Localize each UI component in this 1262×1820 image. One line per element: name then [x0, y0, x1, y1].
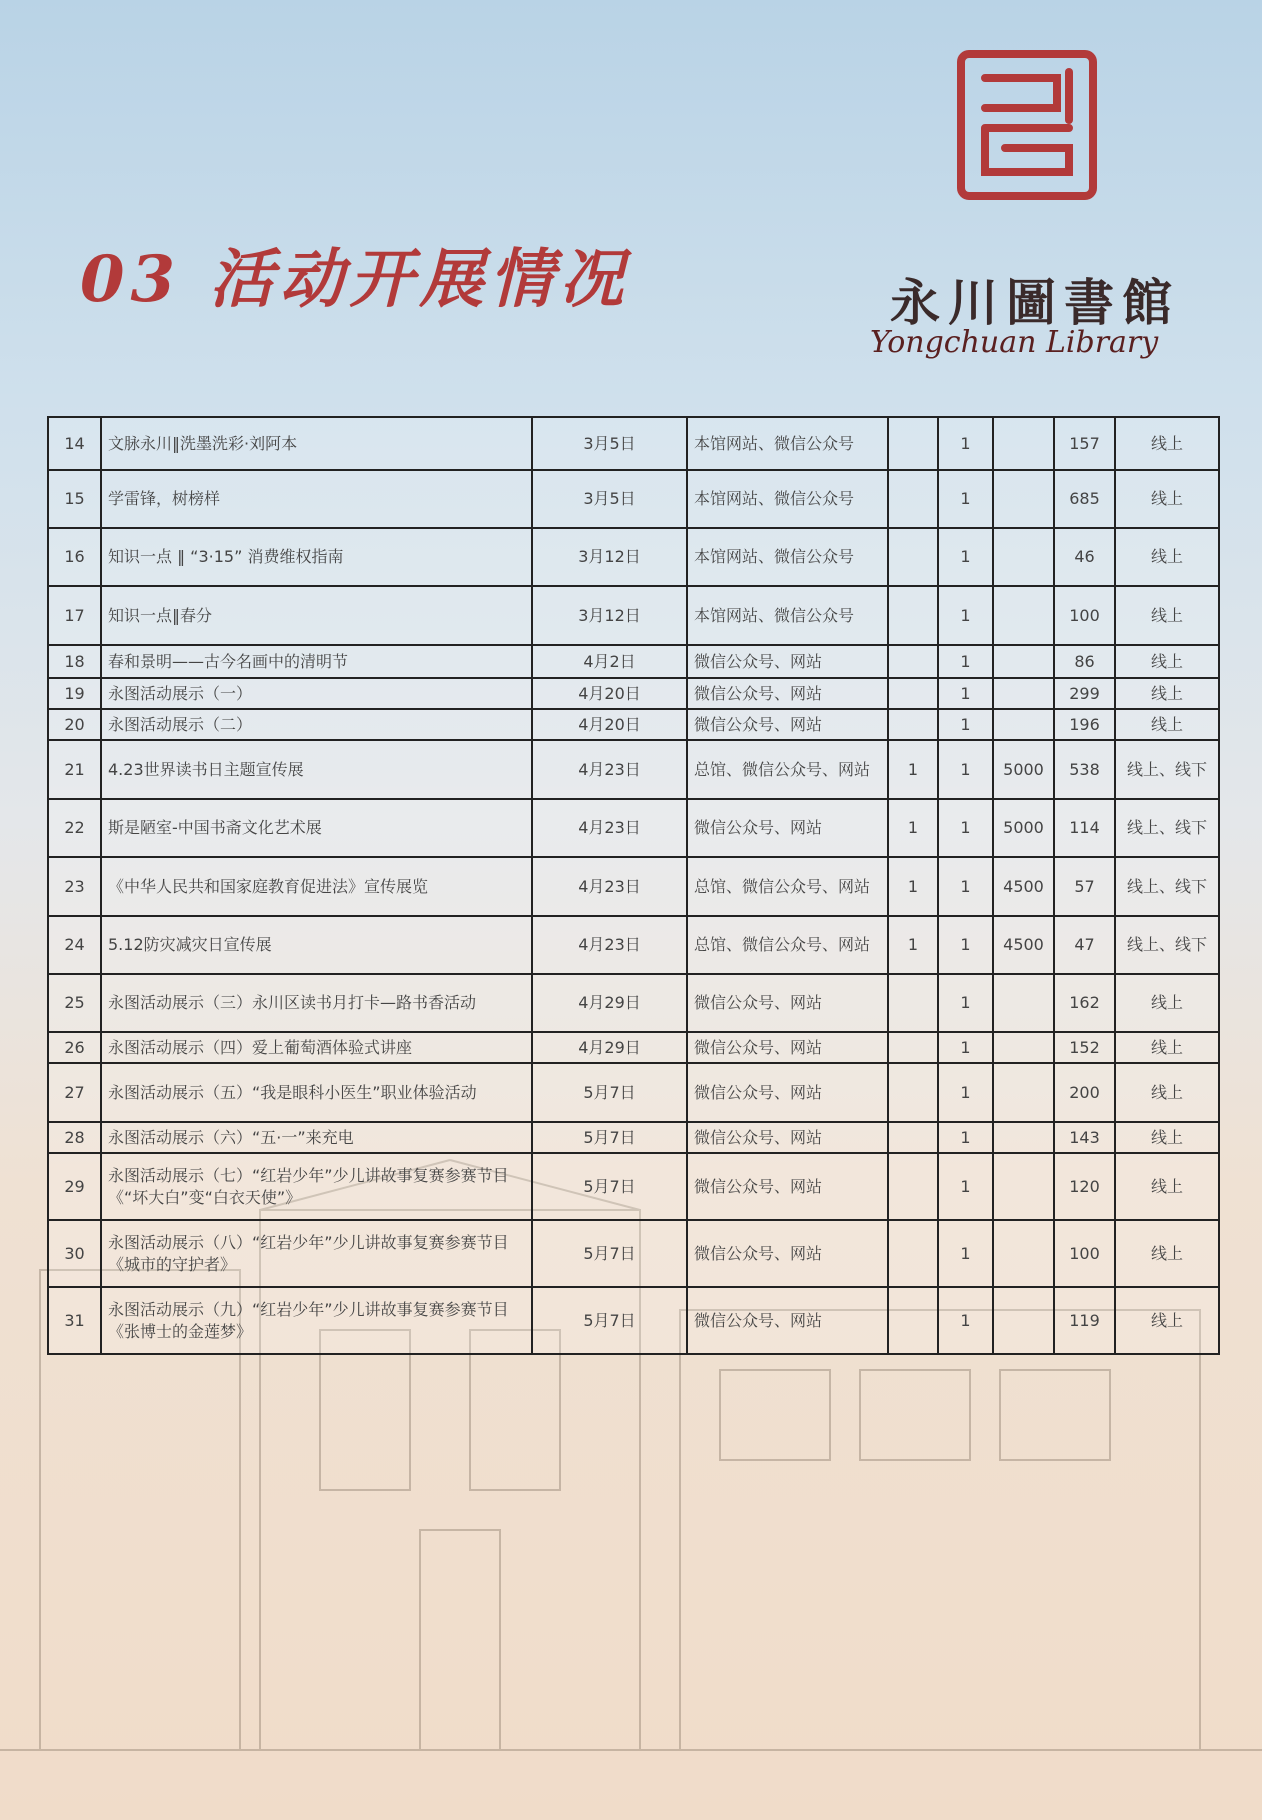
activity-date-cell: 4月23日	[532, 857, 687, 916]
activity-mode-cell: 线上	[1115, 1153, 1219, 1220]
online-count-cell: 1	[938, 1032, 993, 1063]
activity-name-cell: 永图活动展示（二）	[101, 709, 532, 740]
offline-participants-cell: 4500	[993, 857, 1054, 916]
online-count-cell: 1	[938, 586, 993, 645]
online-count-cell: 1	[938, 740, 993, 799]
table-body	[48, 417, 1219, 1354]
table-row	[48, 1287, 1219, 1354]
online-count-cell: 1	[938, 857, 993, 916]
online-count-cell: 1	[938, 1063, 993, 1122]
activity-name-cell: 永图活动展示（三）永川区读书月打卡—路书香活动	[101, 974, 532, 1032]
activity-name-cell: 永图活动展示（八）“红岩少年”少儿讲故事复赛参赛节目《城市的守护者》	[101, 1220, 532, 1287]
offline-participants-cell	[993, 709, 1054, 740]
row-number-cell: 14	[48, 417, 101, 470]
table-row	[48, 1032, 1219, 1063]
participant-count-cell: 86	[1054, 645, 1115, 678]
row-number-cell: 25	[48, 974, 101, 1032]
activity-platform-cell: 本馆网站、微信公众号	[687, 470, 888, 528]
activity-name-cell: 永图活动展示（七）“红岩少年”少儿讲故事复赛参赛节目《“坏大白”变“白衣天使”》	[101, 1153, 532, 1220]
online-count-cell: 1	[938, 974, 993, 1032]
activity-platform-cell: 微信公众号、网站	[687, 1220, 888, 1287]
activity-date-cell: 5月7日	[532, 1287, 687, 1354]
table-row	[48, 974, 1219, 1032]
activity-date-cell: 5月7日	[532, 1063, 687, 1122]
activity-name-cell: 4.23世界读书日主题宣传展	[101, 740, 532, 799]
venue-count-cell: 1	[888, 799, 938, 857]
online-count-cell: 1	[938, 1153, 993, 1220]
activity-date-cell: 3月12日	[532, 528, 687, 586]
participant-count-cell: 538	[1054, 740, 1115, 799]
activity-platform-cell: 总馆、微信公众号、网站	[687, 916, 888, 974]
table-row	[48, 678, 1219, 709]
activity-date-cell: 4月20日	[532, 678, 687, 709]
participant-count-cell: 47	[1054, 916, 1115, 974]
offline-participants-cell	[993, 974, 1054, 1032]
activity-platform-cell: 本馆网站、微信公众号	[687, 417, 888, 470]
participant-count-cell: 57	[1054, 857, 1115, 916]
activity-mode-cell: 线上	[1115, 1122, 1219, 1153]
online-count-cell: 1	[938, 916, 993, 974]
table-row	[48, 417, 1219, 470]
row-number-cell: 26	[48, 1032, 101, 1063]
offline-participants-cell	[993, 417, 1054, 470]
table-row	[48, 1153, 1219, 1220]
activity-mode-cell: 线上	[1115, 1287, 1219, 1354]
offline-participants-cell: 5000	[993, 799, 1054, 857]
venue-count-cell	[888, 678, 938, 709]
activity-date-cell: 4月23日	[532, 916, 687, 974]
venue-count-cell	[888, 586, 938, 645]
activity-name-cell: 永图活动展示（九）“红岩少年”少儿讲故事复赛参赛节目《张博士的金莲梦》	[101, 1287, 532, 1354]
activity-name-cell: 知识一点 ‖ “3·15” 消费维权指南	[101, 528, 532, 586]
activity-mode-cell: 线上	[1115, 417, 1219, 470]
venue-count-cell	[888, 470, 938, 528]
offline-participants-cell	[993, 528, 1054, 586]
table-row	[48, 528, 1219, 586]
activity-mode-cell: 线上	[1115, 470, 1219, 528]
activity-platform-cell: 总馆、微信公众号、网站	[687, 740, 888, 799]
activity-mode-cell: 线上、线下	[1115, 857, 1219, 916]
venue-count-cell	[888, 974, 938, 1032]
activity-platform-cell: 微信公众号、网站	[687, 1063, 888, 1122]
library-logo	[850, 45, 1190, 365]
activity-name-cell: 永图活动展示（四）爱上葡萄酒体验式讲座	[101, 1032, 532, 1063]
activity-date-cell: 3月5日	[532, 417, 687, 470]
venue-count-cell	[888, 1287, 938, 1354]
activity-platform-cell: 微信公众号、网站	[687, 974, 888, 1032]
activity-mode-cell: 线上	[1115, 586, 1219, 645]
activity-platform-cell: 总馆、微信公众号、网站	[687, 857, 888, 916]
activity-date-cell: 4月23日	[532, 740, 687, 799]
activity-name-cell: 《中华人民共和国家庭教育促进法》宣传展览	[101, 857, 532, 916]
online-count-cell: 1	[938, 528, 993, 586]
row-number-cell: 28	[48, 1122, 101, 1153]
offline-participants-cell	[993, 1220, 1054, 1287]
venue-count-cell	[888, 1220, 938, 1287]
venue-count-cell: 1	[888, 740, 938, 799]
online-count-cell: 1	[938, 1122, 993, 1153]
online-count-cell: 1	[938, 1287, 993, 1354]
participant-count-cell: 299	[1054, 678, 1115, 709]
venue-count-cell	[888, 645, 938, 678]
online-count-cell: 1	[938, 470, 993, 528]
activity-date-cell: 5月7日	[532, 1153, 687, 1220]
activity-mode-cell: 线上	[1115, 709, 1219, 740]
venue-count-cell: 1	[888, 857, 938, 916]
offline-participants-cell: 4500	[993, 916, 1054, 974]
venue-count-cell	[888, 1063, 938, 1122]
offline-participants-cell	[993, 678, 1054, 709]
participant-count-cell: 46	[1054, 528, 1115, 586]
activity-date-cell: 3月12日	[532, 586, 687, 645]
venue-count-cell	[888, 528, 938, 586]
offline-participants-cell	[993, 1032, 1054, 1063]
online-count-cell: 1	[938, 678, 993, 709]
logo-chinese-name: 永川圖書館	[890, 273, 1180, 332]
table-row	[48, 470, 1219, 528]
participant-count-cell: 196	[1054, 709, 1115, 740]
row-number-cell: 15	[48, 470, 101, 528]
table-row	[48, 586, 1219, 645]
activity-date-cell: 4月29日	[532, 974, 687, 1032]
row-number-cell: 16	[48, 528, 101, 586]
table-row	[48, 916, 1219, 974]
participant-count-cell: 120	[1054, 1153, 1115, 1220]
table-row	[48, 1063, 1219, 1122]
row-number-cell: 17	[48, 586, 101, 645]
offline-participants-cell	[993, 1063, 1054, 1122]
row-number-cell: 23	[48, 857, 101, 916]
activity-mode-cell: 线上、线下	[1115, 799, 1219, 857]
participant-count-cell: 162	[1054, 974, 1115, 1032]
activity-mode-cell: 线上、线下	[1115, 740, 1219, 799]
logo-english-name: Yongchuan Library	[870, 325, 1159, 360]
participant-count-cell: 685	[1054, 470, 1115, 528]
activity-mode-cell: 线上	[1115, 974, 1219, 1032]
offline-participants-cell	[993, 470, 1054, 528]
table-row	[48, 645, 1219, 678]
seal-icon	[957, 50, 1097, 200]
activity-platform-cell: 本馆网站、微信公众号	[687, 586, 888, 645]
activity-date-cell: 4月23日	[532, 799, 687, 857]
venue-count-cell	[888, 709, 938, 740]
activities-table	[47, 416, 1220, 1355]
activity-platform-cell: 微信公众号、网站	[687, 1032, 888, 1063]
activity-platform-cell: 微信公众号、网站	[687, 1122, 888, 1153]
online-count-cell: 1	[938, 645, 993, 678]
row-number-cell: 18	[48, 645, 101, 678]
online-count-cell: 1	[938, 709, 993, 740]
row-number-cell: 31	[48, 1287, 101, 1354]
participant-count-cell: 157	[1054, 417, 1115, 470]
row-number-cell: 21	[48, 740, 101, 799]
activity-platform-cell: 微信公众号、网站	[687, 1153, 888, 1220]
activity-platform-cell: 微信公众号、网站	[687, 1287, 888, 1354]
table-row	[48, 709, 1219, 740]
activity-date-cell: 3月5日	[532, 470, 687, 528]
row-number-cell: 19	[48, 678, 101, 709]
activity-mode-cell: 线上	[1115, 1220, 1219, 1287]
row-number-cell: 20	[48, 709, 101, 740]
venue-count-cell	[888, 1153, 938, 1220]
participant-count-cell: 152	[1054, 1032, 1115, 1063]
activity-name-cell: 知识一点‖春分	[101, 586, 532, 645]
activity-name-cell: 学雷锋，树榜样	[101, 470, 532, 528]
activity-date-cell: 5月7日	[532, 1122, 687, 1153]
table-row	[48, 799, 1219, 857]
offline-participants-cell	[993, 1122, 1054, 1153]
row-number-cell: 29	[48, 1153, 101, 1220]
venue-count-cell: 1	[888, 916, 938, 974]
page-title: 03 活动开展情况	[80, 242, 630, 317]
activity-platform-cell: 微信公众号、网站	[687, 678, 888, 709]
activity-mode-cell: 线上	[1115, 678, 1219, 709]
row-number-cell: 30	[48, 1220, 101, 1287]
offline-participants-cell: 5000	[993, 740, 1054, 799]
activity-date-cell: 4月20日	[532, 709, 687, 740]
offline-participants-cell	[993, 645, 1054, 678]
venue-count-cell	[888, 417, 938, 470]
activity-mode-cell: 线上	[1115, 1032, 1219, 1063]
activity-mode-cell: 线上、线下	[1115, 916, 1219, 974]
participant-count-cell: 100	[1054, 586, 1115, 645]
activity-date-cell: 4月29日	[532, 1032, 687, 1063]
activity-name-cell: 永图活动展示（五）“我是眼科小医生”职业体验活动	[101, 1063, 532, 1122]
participant-count-cell: 200	[1054, 1063, 1115, 1122]
participant-count-cell: 114	[1054, 799, 1115, 857]
offline-participants-cell	[993, 1153, 1054, 1220]
participant-count-cell: 100	[1054, 1220, 1115, 1287]
activity-mode-cell: 线上	[1115, 645, 1219, 678]
activity-name-cell: 永图活动展示（六）“五·一”来充电	[101, 1122, 532, 1153]
activity-name-cell: 文脉永川‖洗墨洗彩·刘阿本	[101, 417, 532, 470]
activity-platform-cell: 微信公众号、网站	[687, 709, 888, 740]
activity-platform-cell: 本馆网站、微信公众号	[687, 528, 888, 586]
activity-name-cell: 斯是陋室-中国书斋文化艺术展	[101, 799, 532, 857]
activity-platform-cell: 微信公众号、网站	[687, 799, 888, 857]
activity-name-cell: 5.12防灾减灾日宣传展	[101, 916, 532, 974]
row-number-cell: 27	[48, 1063, 101, 1122]
offline-participants-cell	[993, 1287, 1054, 1354]
table-row	[48, 740, 1219, 799]
table-row	[48, 1220, 1219, 1287]
activity-date-cell: 5月7日	[532, 1220, 687, 1287]
participant-count-cell: 143	[1054, 1122, 1115, 1153]
table-row	[48, 1122, 1219, 1153]
participant-count-cell: 119	[1054, 1287, 1115, 1354]
online-count-cell: 1	[938, 799, 993, 857]
online-count-cell: 1	[938, 417, 993, 470]
venue-count-cell	[888, 1122, 938, 1153]
activity-date-cell: 4月2日	[532, 645, 687, 678]
offline-participants-cell	[993, 586, 1054, 645]
row-number-cell: 24	[48, 916, 101, 974]
activity-mode-cell: 线上	[1115, 528, 1219, 586]
table-row	[48, 857, 1219, 916]
online-count-cell: 1	[938, 1220, 993, 1287]
row-number-cell: 22	[48, 799, 101, 857]
activity-platform-cell: 微信公众号、网站	[687, 645, 888, 678]
venue-count-cell	[888, 1032, 938, 1063]
activity-name-cell: 春和景明——古今名画中的清明节	[101, 645, 532, 678]
activity-mode-cell: 线上	[1115, 1063, 1219, 1122]
activity-name-cell: 永图活动展示（一）	[101, 678, 532, 709]
